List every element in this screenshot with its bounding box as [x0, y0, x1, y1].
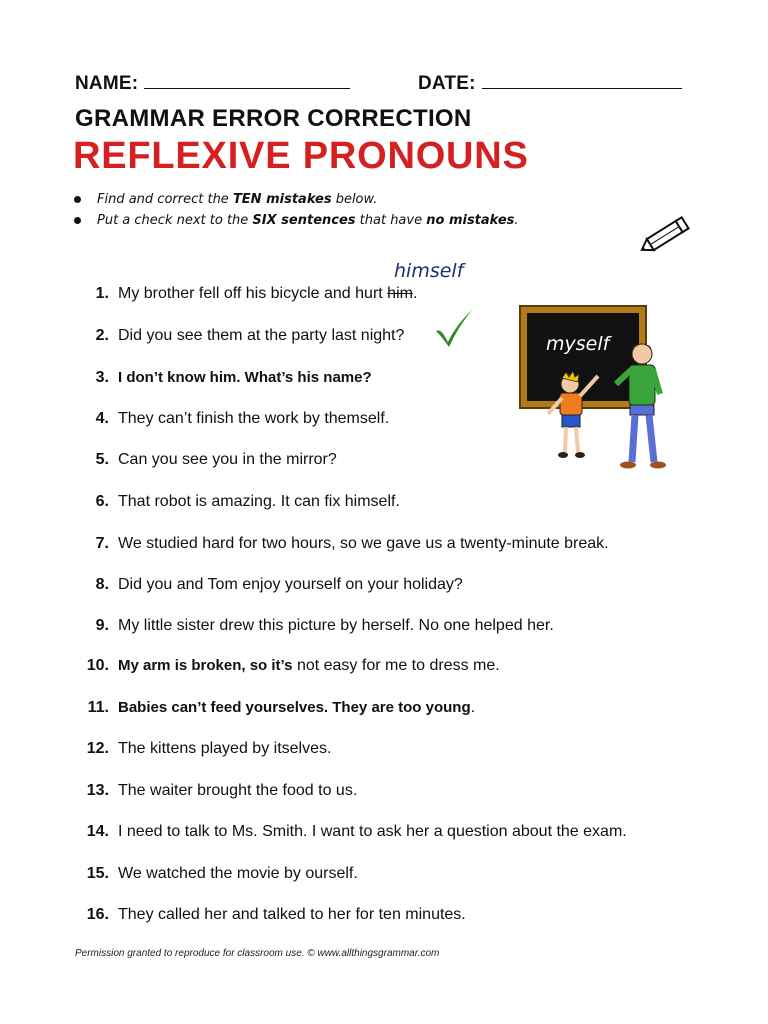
- sentence-item[interactable]: [72, 737, 331, 761]
- item-text: Did you see them at the party last night?: [118, 327, 405, 344]
- item-number: 11.: [87, 699, 109, 716]
- bullet-icon: [74, 196, 81, 203]
- item-text: They called her and talked to her for ten minutes.: [118, 906, 466, 923]
- instructions-list: [74, 190, 594, 232]
- item-text: The kittens played by itselves.: [118, 740, 332, 757]
- item-text: My brother fell off his bicycle and hurt: [118, 285, 388, 302]
- item-number: 7.: [95, 535, 109, 552]
- item-number: 15.: [86, 865, 109, 882]
- sentence-item[interactable]: [72, 903, 466, 927]
- sentence-item[interactable]: [72, 448, 337, 472]
- name-field[interactable]: [75, 72, 350, 95]
- blackboard-word: myself: [546, 333, 610, 355]
- name-blank-line[interactable]: [144, 72, 350, 89]
- item-number: 5.: [95, 451, 109, 468]
- instruction-item: [74, 211, 594, 232]
- item-text: My little sister drew this picture by herself. No one helped her.: [118, 617, 554, 634]
- item-text: The waiter brought the food to us.: [118, 782, 358, 799]
- item-number: 10.: [86, 657, 109, 674]
- bullet-icon: [74, 217, 81, 224]
- item-text: Did you and Tom enjoy yourself on your holiday?: [118, 576, 463, 593]
- item-text: .: [470, 699, 476, 716]
- instruction-item: [74, 190, 594, 211]
- item-number: 12.: [86, 740, 109, 757]
- item-text: We studied hard for two hours, so we gave us a twenty-minute break.: [118, 535, 609, 552]
- date-label: DATE:: [418, 73, 476, 94]
- sentence-item[interactable]: [72, 282, 417, 306]
- copyright-footer: Permission granted to reproduce for classroom use. © www.allthingsgrammar.com: [75, 948, 440, 959]
- item-text: not easy for me to dress me.: [292, 657, 500, 674]
- item-number: 8.: [95, 576, 109, 593]
- pencil-icon: [636, 214, 694, 258]
- sentence-item[interactable]: [72, 573, 463, 597]
- sentence-item[interactable]: [72, 366, 372, 390]
- item-text: They can’t finish the work by themself.: [118, 410, 390, 427]
- item-text: Can you see you in the mirror?: [118, 451, 337, 468]
- item-number: 4.: [95, 410, 109, 427]
- instruction-text: Find and correct the: [97, 192, 233, 207]
- date-blank-line[interactable]: [482, 72, 682, 89]
- item-text-end: .: [412, 285, 418, 302]
- example-correction: himself: [394, 260, 464, 282]
- sentence-item[interactable]: [72, 532, 609, 556]
- worksheet-title: REFLEXIVE PRONOUNS: [73, 135, 529, 177]
- name-label: NAME:: [75, 73, 139, 94]
- item-number: 6.: [95, 493, 109, 510]
- instruction-emphasis: TEN mistakes: [232, 192, 332, 207]
- sentence-item[interactable]: [72, 696, 475, 720]
- worksheet-subtitle: GRAMMAR ERROR CORRECTION: [75, 105, 472, 132]
- instruction-text: Put a check next to the: [97, 213, 253, 228]
- instruction-text: that have: [355, 213, 427, 228]
- item-number: 13.: [86, 782, 109, 799]
- sentence-item[interactable]: [72, 862, 358, 886]
- item-number: 2.: [95, 327, 109, 344]
- sentence-item[interactable]: [72, 614, 554, 638]
- sentence-item[interactable]: [72, 324, 404, 348]
- instruction-text: .: [514, 213, 519, 228]
- item-number: 14.: [86, 823, 109, 840]
- date-field[interactable]: [418, 72, 682, 95]
- item-text: I need to talk to Ms. Smith. I want to ask her a question about the exam.: [118, 823, 627, 840]
- item-text-bold: Babies can’t feed yourselves. They are too young: [118, 699, 471, 716]
- sentence-item[interactable]: [72, 779, 357, 803]
- blackboard-illustration: [518, 302, 674, 472]
- item-text: We watched the movie by ourself.: [118, 865, 358, 882]
- item-number: 3.: [95, 369, 109, 386]
- instruction-emphasis: no mistakes: [426, 213, 515, 228]
- item-number: 9.: [95, 617, 109, 634]
- item-number: 16.: [86, 906, 109, 923]
- instruction-text: below.: [331, 192, 378, 207]
- item-number: 1.: [95, 285, 109, 302]
- sentence-item[interactable]: [72, 654, 500, 678]
- item-text: I don’t know him. What’s his name?: [118, 369, 372, 386]
- item-text-bold: My arm is broken, so it’s: [118, 657, 293, 674]
- instruction-emphasis: SIX sentences: [252, 213, 356, 228]
- sentence-item[interactable]: [72, 820, 627, 844]
- item-text: That robot is amazing. It can fix himself.: [118, 493, 400, 510]
- sentence-item[interactable]: [72, 490, 400, 514]
- struck-word: him: [387, 285, 413, 302]
- checkmark-icon: [432, 307, 474, 349]
- sentence-item[interactable]: [72, 407, 389, 431]
